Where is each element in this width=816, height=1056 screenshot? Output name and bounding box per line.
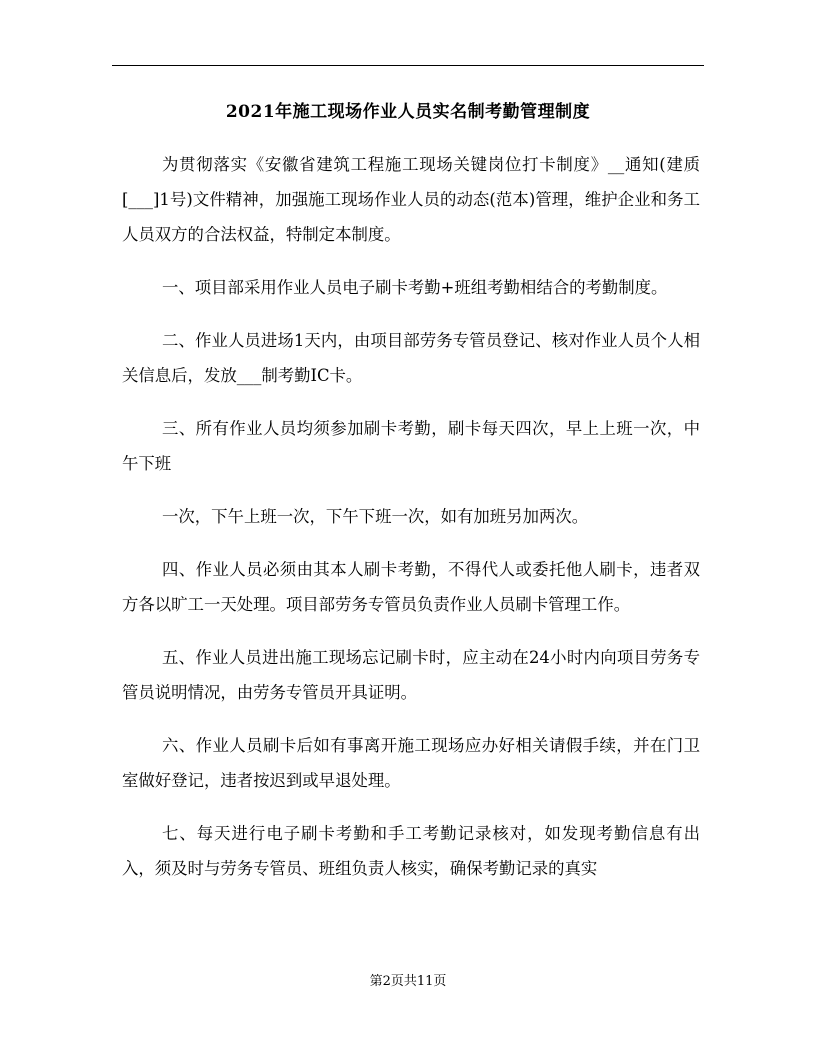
- paragraph-7: 七、每天进行电子刷卡考勤和手工考勤记录核对，如发现考勤信息有出入，须及时与劳务专管员、班组负责人核实，确保考勤记录的真实: [122, 824, 700, 878]
- document-body: [122, 147, 700, 904]
- paragraph-1: 一、项目部采用作业人员电子刷卡考勤+班组考勤相结合的考勤制度。: [162, 278, 668, 297]
- document-title: 2021年施工现场作业人员实名制考勤管理制度: [225, 102, 591, 122]
- header-rule: [112, 65, 704, 66]
- paragraph-3: 三、所有作业人员均须参加刷卡考勤，刷卡每天四次，早上上班一次，中午下班: [122, 419, 700, 473]
- paragraph-6: 六、作业人员刷卡后如有事离开施工现场应办好相关请假手续，并在门卫室做好登记，违者按迟到或早退处理。: [122, 736, 700, 790]
- page-number-footer: 第2页共11页: [369, 974, 447, 989]
- paragraph-5: 五、作业人员进出施工现场忘记刷卡时，应主动在24小时内向项目劳务专管员说明情况，由劳务专管员开具证明。: [122, 648, 700, 702]
- paragraph-intro: 为贯彻落实《安徽省建筑工程施工现场关键岗位打卡制度》__通知(建质[___]1号)文件精神，加强施工现场作业人员的动态(范本)管理，维护企业和务工人员双方的合法权益，特制定本制度。: [122, 155, 700, 244]
- paragraph-3-continued: 一次，下午上班一次，下午下班一次，如有加班另加两次。: [162, 507, 589, 526]
- paragraph-2: 二、作业人员进场1天内，由项目部劳务专管员登记、核对作业人员个人相关信息后，发放___制考勤IC卡。: [122, 331, 700, 385]
- paragraph-4: 四、作业人员必须由其本人刷卡考勤，不得代人或委托他人刷卡，违者双方各以旷工一天处理。项目部劳务专管员负责作业人员刷卡管理工作。: [122, 560, 700, 614]
